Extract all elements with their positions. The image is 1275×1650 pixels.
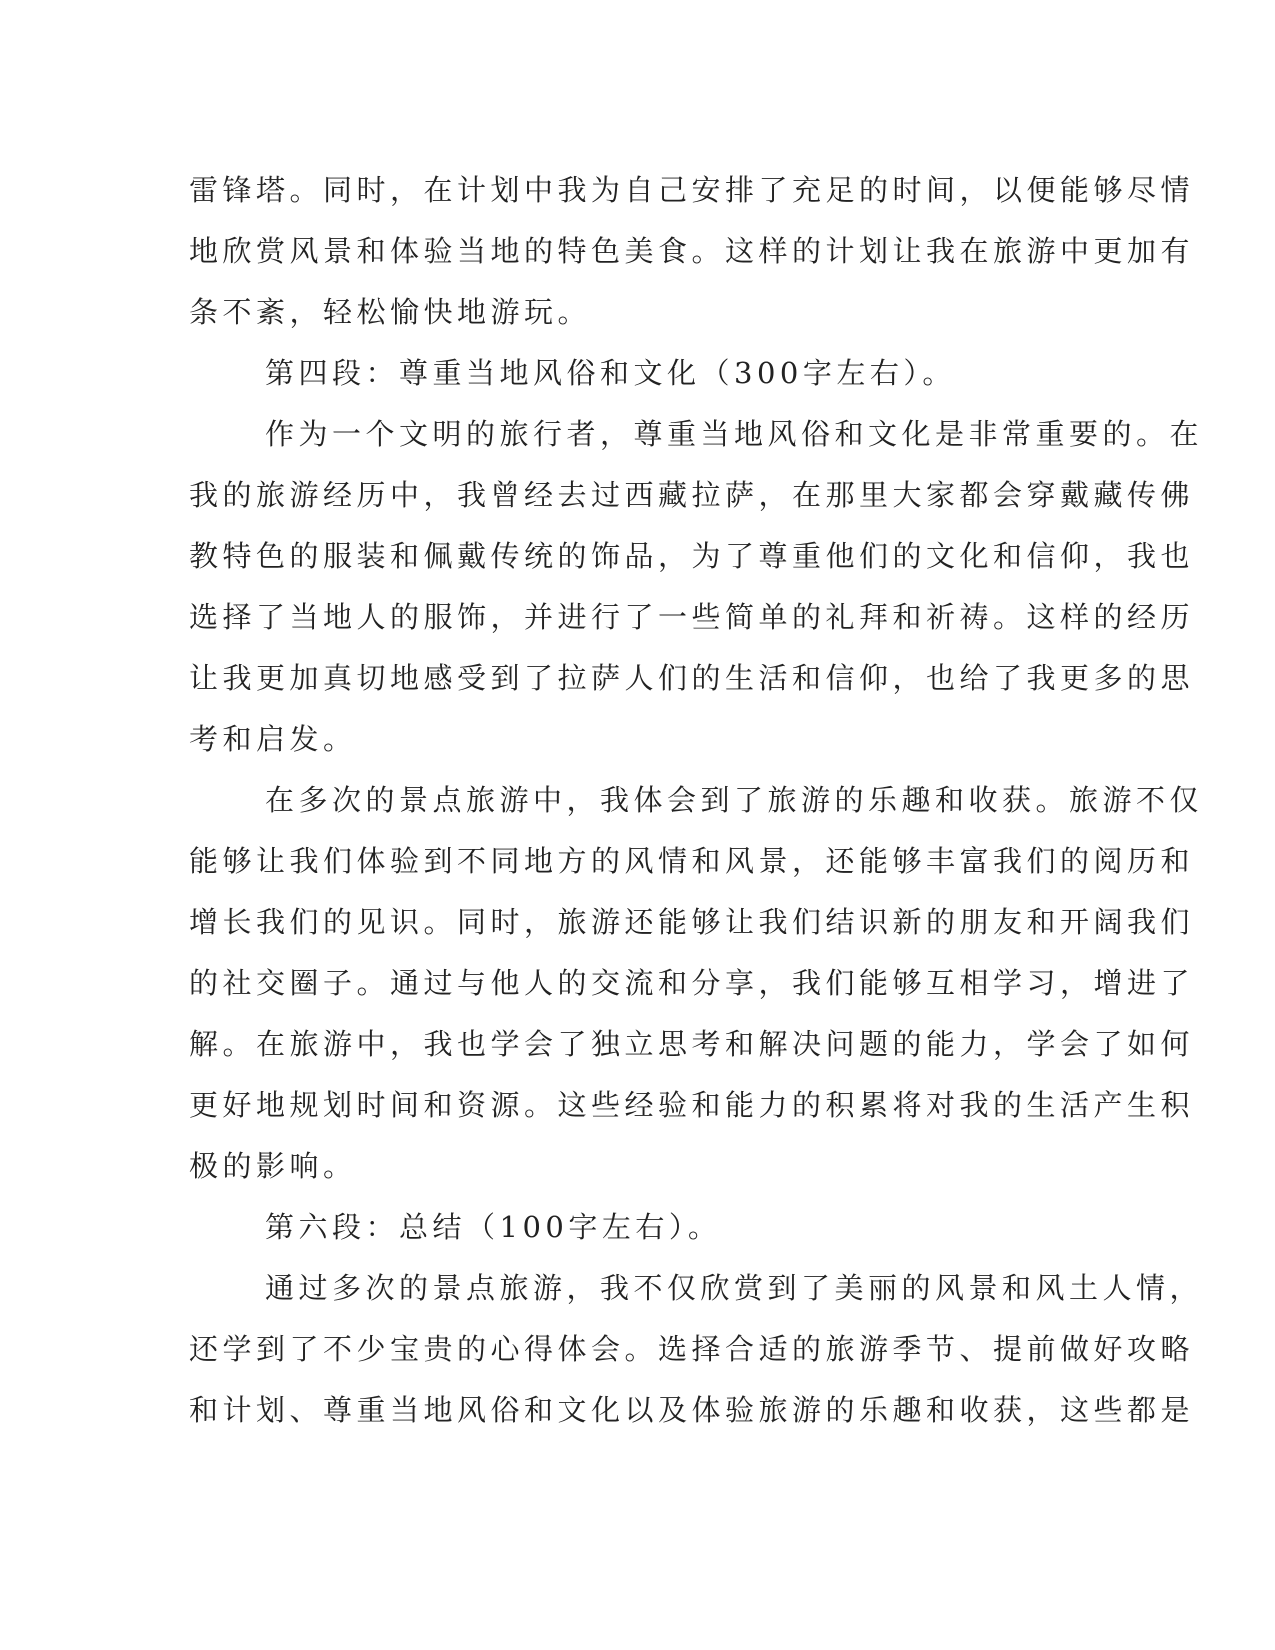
- text-line: 在多次的景点旅游中，我体会到了旅游的乐趣和收获。旅游不仅: [265, 783, 1204, 817]
- text-line: 雷锋塔。同时，在计划中我为自己安排了充足的时间，以便能够尽情: [189, 173, 1195, 207]
- text-line: 和计划、尊重当地风俗和文化以及体验旅游的乐趣和收获，这些都是: [189, 1393, 1195, 1427]
- text-line: 地欣赏风景和体验当地的特色美食。这样的计划让我在旅游中更加有: [189, 234, 1195, 268]
- heading-line: 第四段：尊重当地风俗和文化（300字左右）。: [265, 356, 956, 390]
- text-line: 让我更加真切地感受到了拉萨人们的生活和信仰，也给了我更多的思: [189, 661, 1195, 695]
- text-line: 条不紊，轻松愉快地游玩。: [189, 295, 592, 329]
- text-line: 通过多次的景点旅游，我不仅欣赏到了美丽的风景和风土人情，: [265, 1271, 1204, 1305]
- text-line: 教特色的服装和佩戴传统的饰品，为了尊重他们的文化和信仰，我也: [189, 539, 1195, 573]
- heading-line: 第六段：总结（100字左右）。: [265, 1210, 722, 1244]
- section-heading-four: [189, 343, 1073, 404]
- document-body: [189, 160, 1204, 1441]
- text-line: 极的影响。: [189, 1149, 357, 1183]
- text-line: 的社交圈子。通过与他人的交流和分享，我们能够互相学习，增进了: [189, 966, 1195, 1000]
- text-line: 选择了当地人的服饰，并进行了一些简单的礼拜和祈祷。这样的经历: [189, 600, 1195, 634]
- paragraph-summary: [189, 1258, 1204, 1441]
- text-line: 增长我们的见识。同时，旅游还能够让我们结识新的朋友和开阔我们: [189, 905, 1195, 939]
- paragraph-plan-continuation: [189, 160, 1195, 343]
- text-line: 作为一个文明的旅行者，尊重当地风俗和文化是非常重要的。在: [265, 417, 1204, 451]
- text-line: 考和启发。: [189, 722, 357, 756]
- paragraph-travel-gains: [189, 770, 1204, 1197]
- text-line: 还学到了不少宝贵的心得体会。选择合适的旅游季节、提前做好攻略: [189, 1332, 1195, 1366]
- text-line: 更好地规划时间和资源。这些经验和能力的积累将对我的生活产生积: [189, 1088, 1195, 1122]
- text-line: 能够让我们体验到不同地方的风情和风景，还能够丰富我们的阅历和: [189, 844, 1195, 878]
- text-line: 解。在旅游中，我也学会了独立思考和解决问题的能力，学会了如何: [189, 1027, 1195, 1061]
- paragraph-respect-culture: [189, 404, 1204, 770]
- text-line: 我的旅游经历中，我曾经去过西藏拉萨，在那里大家都会穿戴藏传佛: [189, 478, 1195, 512]
- section-heading-six: [189, 1197, 1073, 1258]
